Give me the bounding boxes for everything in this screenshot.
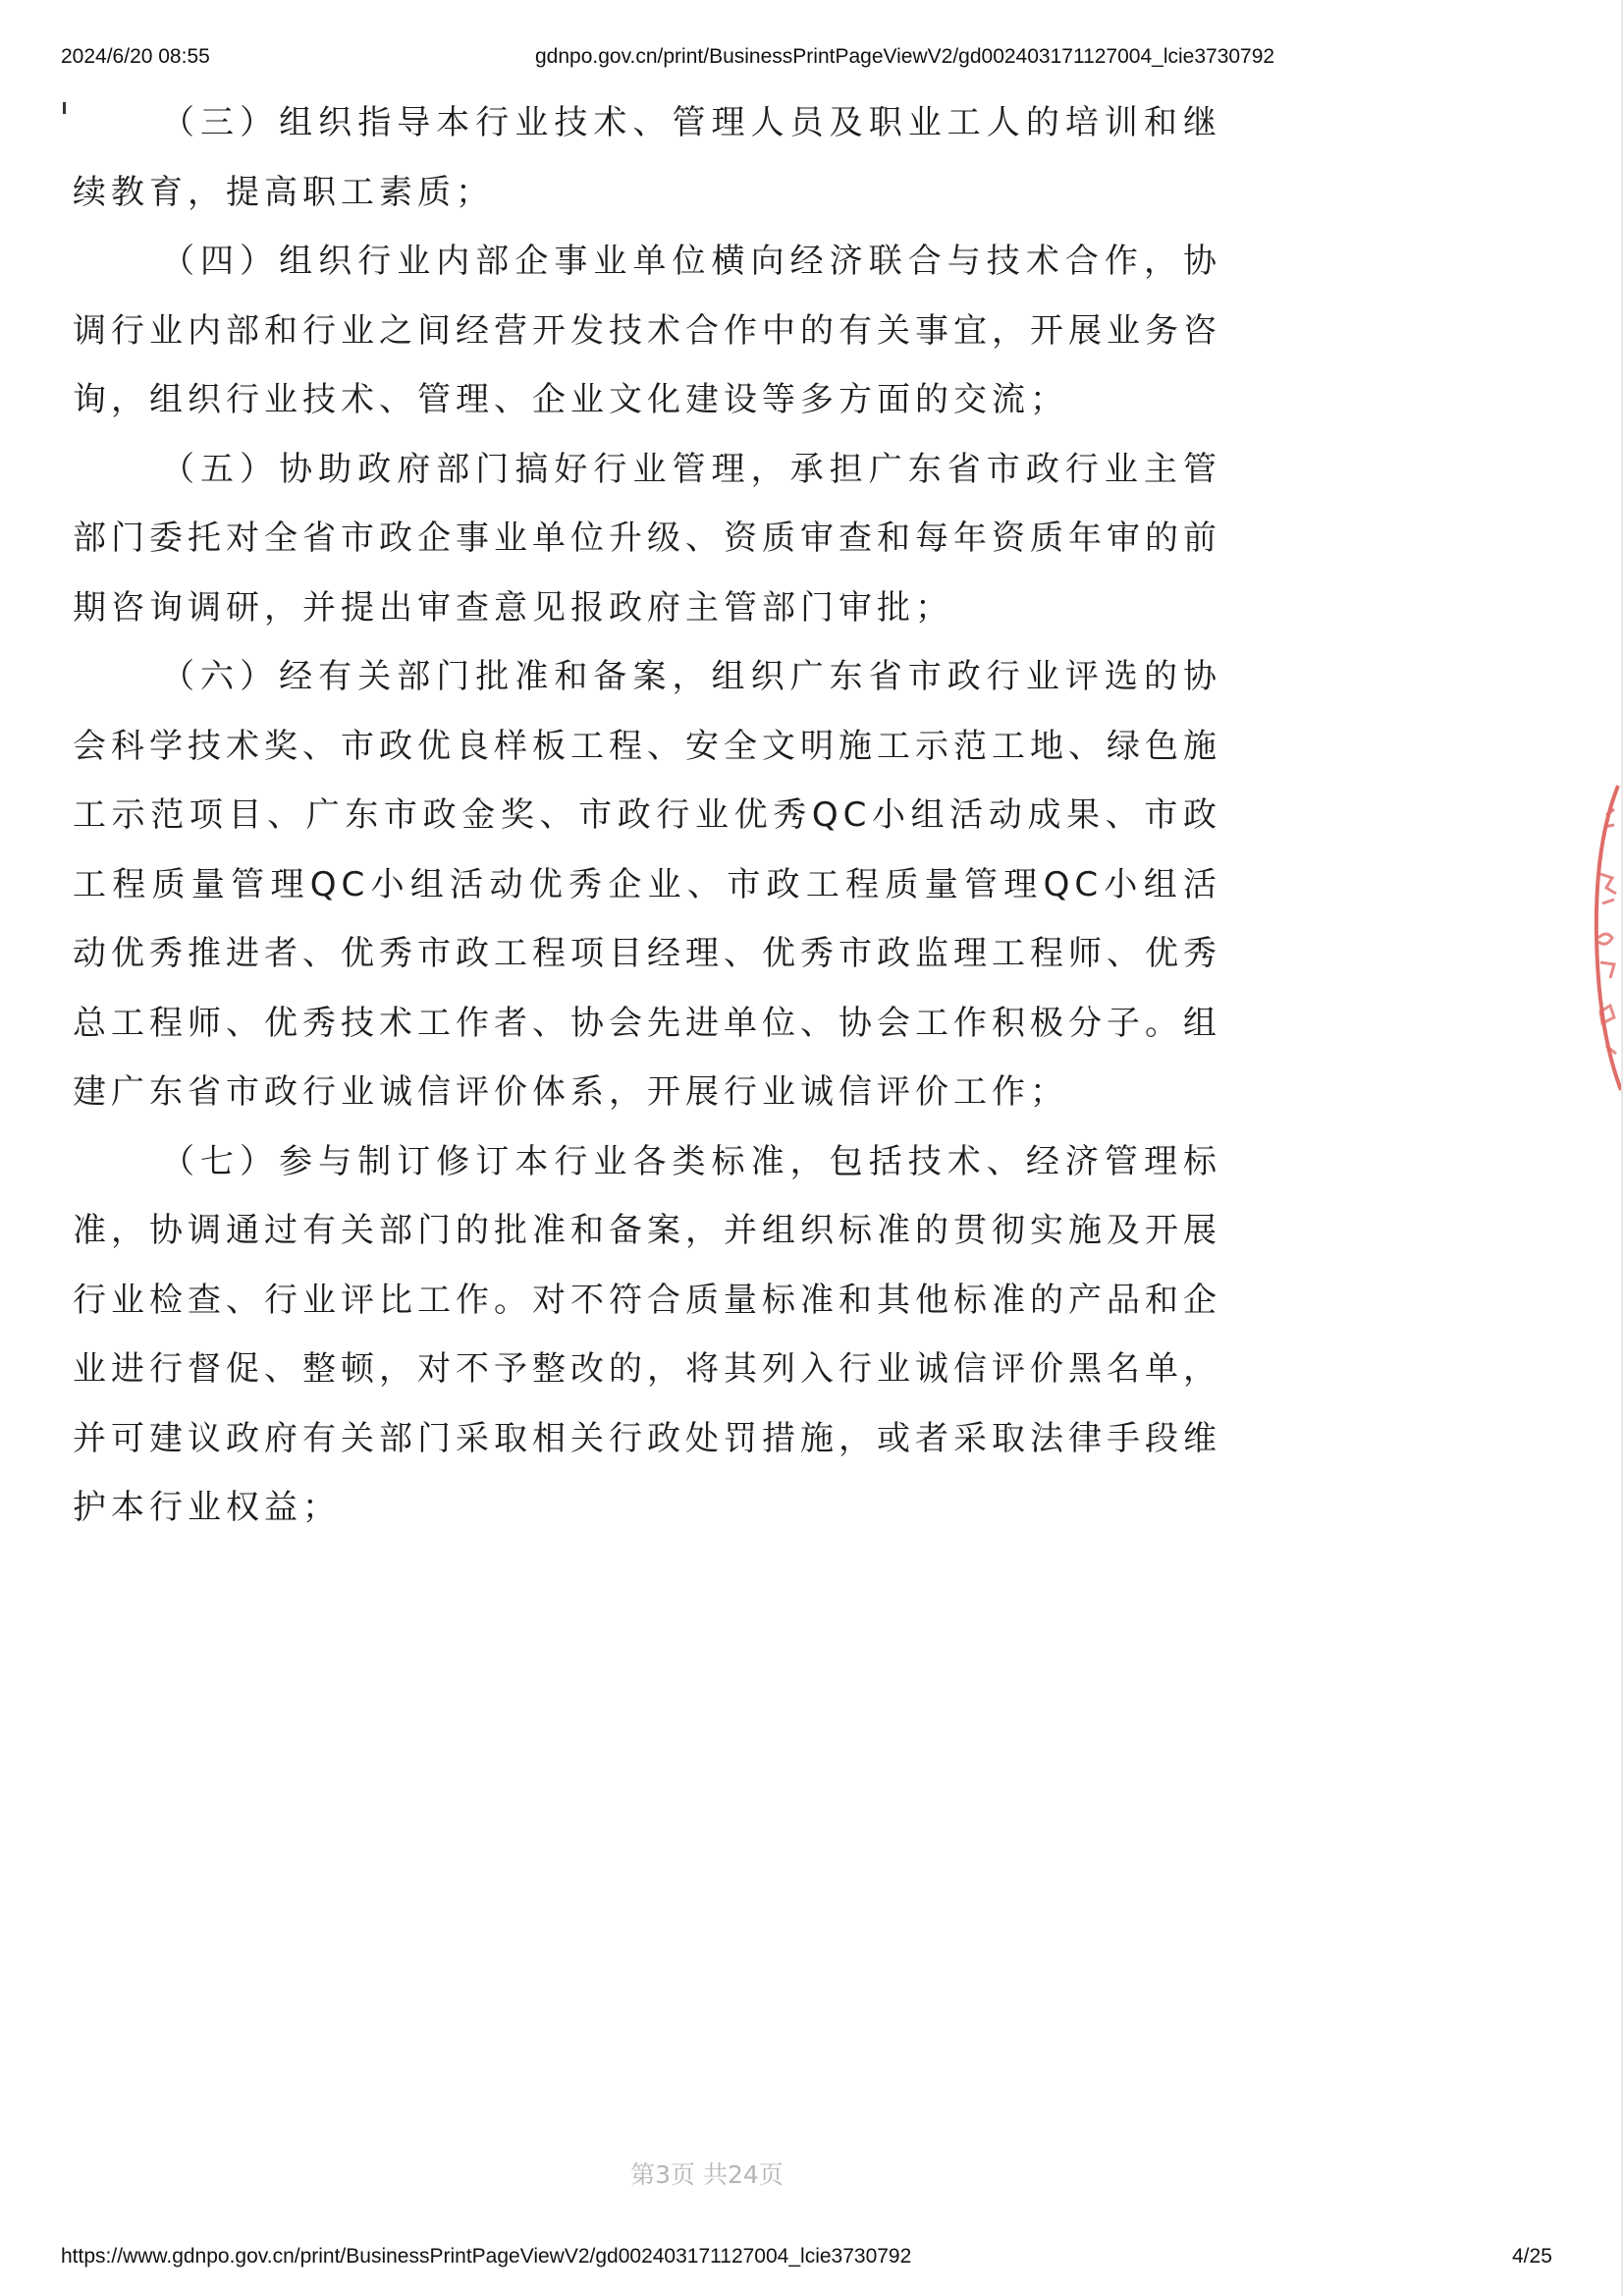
print-url-header: gdnpo.gov.cn/print/BusinessPrintPageViewV2/gd002403171127004_lcie3730792 [535, 45, 1275, 68]
print-url-footer: https://www.gdnpo.gov.cn/print/BusinessPrintPageViewV2/gd002403171127004_lcie3730792 [61, 2245, 912, 2268]
paragraph-item-3: （三）组织指导本行业技术、管理人员及职业工人的培训和继续教育，提高职工素质； [73, 103, 1221, 212]
page-counter: 第3页 共24页 [630, 2160, 784, 2189]
paragraph-item-5: （五）协助政府部门搞好行业管理，承担广东省市政行业主管部门委托对全省市政企事业单位升级、资质审查和每年资质年审的前期咨询调研，并提出审查意见报政府主管部门审批； [73, 449, 1221, 628]
paragraph-item-6: （六）经有关部门批准和备案，组织广东省市政行业评选的协会科学技术奖、市政优良样板工程、安全文明施工示范工地、绿色施工示范项目、广东市政金奖、市政行业优秀QC小组活动成果、市政工程质量管理QC小组活动优秀企业、市政工程质量管理QC小组活动优秀推进者、优秀市政工程项目经理、优秀市政监理工程师、优秀总工程师、优秀技术工作者、协会先进单位、协会工作积极分子。组建广东省市政行业诚信评价体系，开展行业诚信评价工作； [73, 657, 1221, 1112]
document-body [73, 88, 1221, 1543]
print-datetime: 2024/6/20 08:55 [61, 45, 210, 68]
red-seal-stamp-fragment [1567, 776, 1623, 1100]
paragraph-item-4: （四）组织行业内部企事业单位横向经济联合与技术合作，协调行业内部和行业之间经营开发技术合作中的有关事宜，开展业务咨询，组织行业技术、管理、企业文化建设等多方面的交流； [73, 242, 1221, 419]
scan-mark [63, 102, 66, 114]
print-page-number: 4/25 [1512, 2245, 1552, 2268]
paragraph-item-7: （七）参与制订修订本行业各类标准，包括技术、经济管理标准，协调通过有关部门的批准和备案，并组织标准的贯彻实施及开展行业检查、行业评比工作。对不符合质量标准和其他标准的产品和企业进行督促、整顿，对不予整改的，将其列入行业诚信评价黑名单，并可建议政府有关部门采取相关行政处罚措施，或者采取法律手段维护本行业权益； [73, 1141, 1221, 1527]
